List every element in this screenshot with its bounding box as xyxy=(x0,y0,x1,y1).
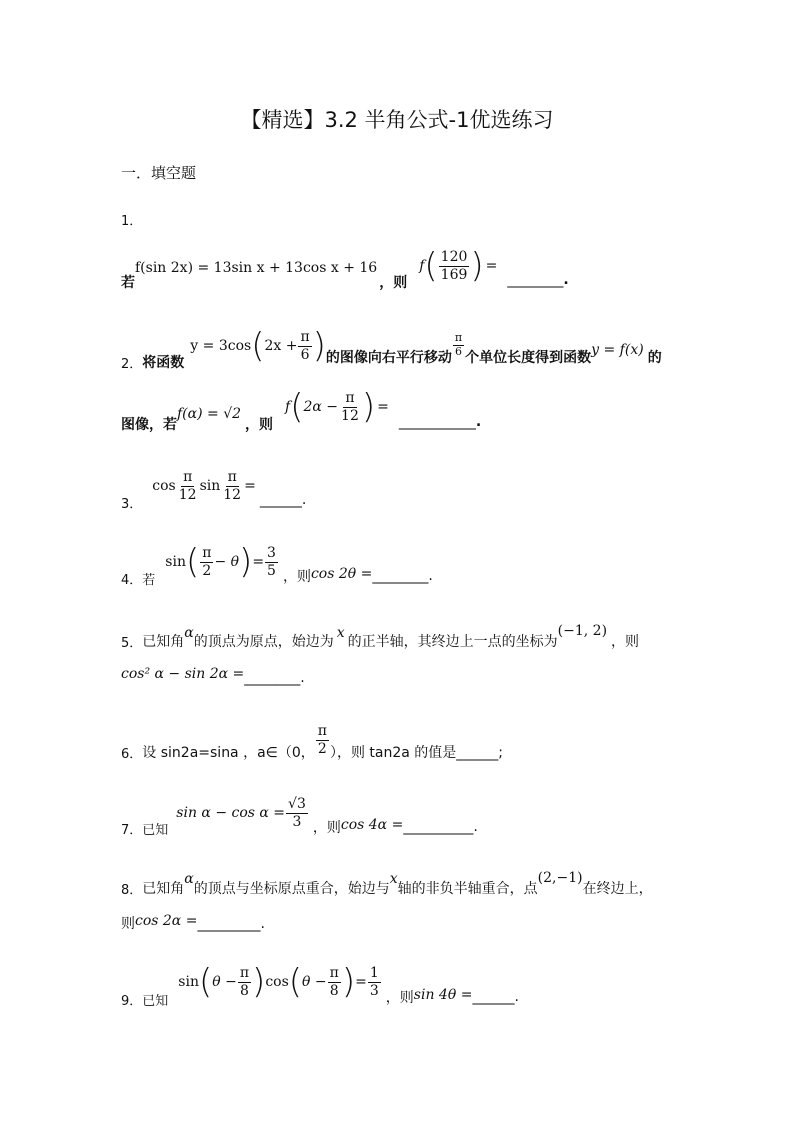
section-heading: 一．填空题 xyxy=(121,164,197,182)
answer-blank-7[interactable]: __________. xyxy=(403,819,478,835)
q1-fraction: $\frac{120}{169}$ xyxy=(440,249,468,283)
answer-blank-1[interactable]: ________ xyxy=(507,272,564,288)
question-8-line-2: 则 cos 2α = _________. xyxy=(121,913,265,932)
question-4: 4．若 sin ( $\frac{\pi}{2}$ − θ ) = $\frac{3}{5}$ ，则 cos 2θ = ________. xyxy=(121,542,433,588)
question-8: 8． 已知角 α 的顶点与坐标原点重合，始边与 x 轴的非负半轴重合，点 (2,−1) 在终边上， xyxy=(121,870,653,898)
question-1-number: 1． xyxy=(121,214,143,229)
answer-blank-5[interactable]: ________. xyxy=(244,670,305,686)
question-5-line-2: cos² α − sin 2α = ________. xyxy=(121,666,305,686)
answer-blank-3[interactable]: ______. xyxy=(259,492,307,508)
question-5: 5． 已知角 α 的顶点为原点，始边为 x 的正半轴，其终边上一点的坐标为 (−1, 2) ，则 xyxy=(121,623,640,651)
q1-expression: f(sin 2x) = 13sin x + 13cos x + 16 xyxy=(135,260,378,276)
question-9: 9．已知 sin ( θ − $\frac{\pi}{8}$ ) cos ( θ − $\frac{\pi}{8}$ ) = $\frac{1}{3}$ ，则 sin 4θ = ______. xyxy=(121,962,519,1009)
answer-blank-9[interactable]: ______. xyxy=(472,989,519,1005)
question-1: 若 f(sin 2x) = 13sin x + 13cos x + 16 ，则 f ( $\frac{120}{169}$ ) = ________ . xyxy=(121,246,569,291)
q2-shift-fraction: $\frac{\pi}{6}$ xyxy=(454,330,463,358)
question-2-line-2: 图像，若 f(α) = √2 ，则 f ( 2α − $\frac{\pi}{12}$ ) = ___________ . xyxy=(121,387,482,433)
question-3: 3． cos $\frac{\pi}{12}$ sin $\frac{\pi}{12}$ = ______. xyxy=(121,469,307,512)
question-2: 2． 将函数 y = 3cos ( 2x + $\frac{\pi}{6}$ ) 的图像向右平行移动 $\frac{\pi}{6}$ 个单位长度得到函数 y = f(x) 的 xyxy=(121,326,662,372)
page-title: 【精选】3.2 半角公式-1优选练习 xyxy=(240,108,554,132)
question-6: 6． 设 sin2a=sina ，a∈（0， $\frac{\pi}{2}$ ），则 tan2a 的值是______; xyxy=(121,723,504,762)
question-7: 7．已知 sin α − cos α = $\frac{√3}{3}$ ，则 cos 4α = __________. xyxy=(121,796,478,838)
answer-blank-2[interactable]: ___________ xyxy=(398,414,476,430)
answer-blank-4[interactable]: ________. xyxy=(372,568,433,584)
answer-blank-8[interactable]: _________. xyxy=(197,916,265,932)
